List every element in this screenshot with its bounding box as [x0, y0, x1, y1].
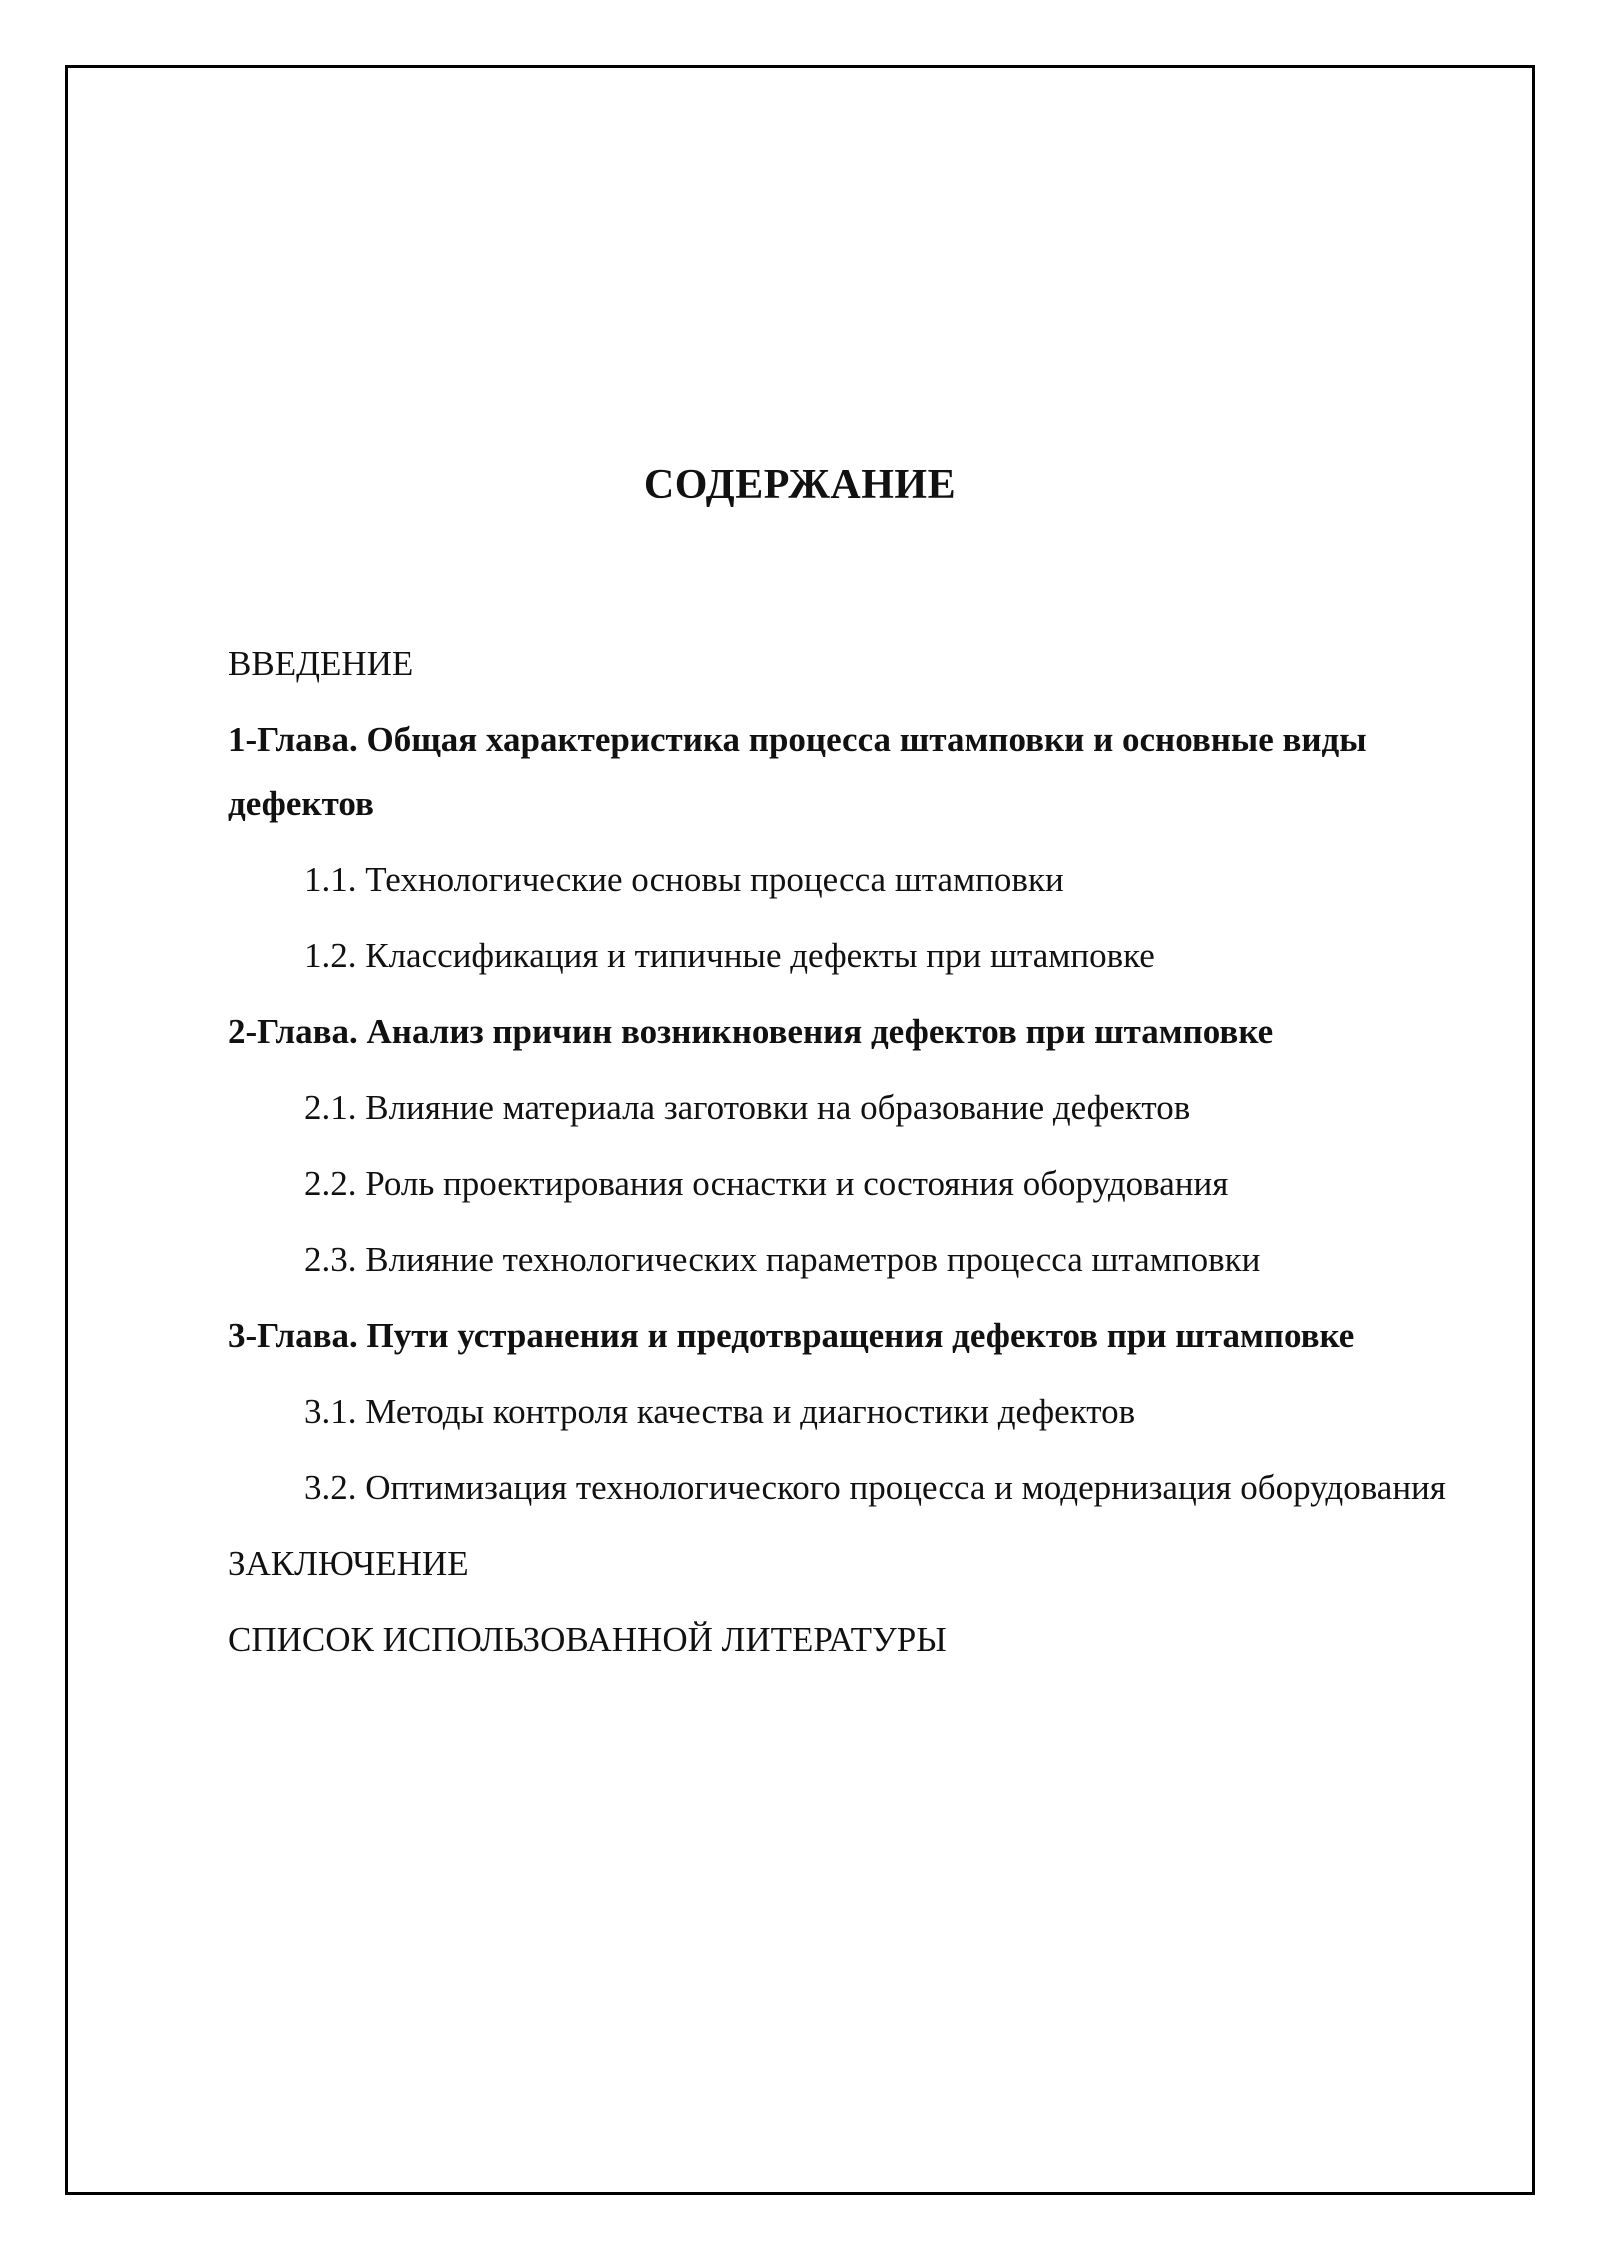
toc-item-chapter-3: 3-Глава. Пути устранения и предотвращения дефектов при штамповке — [228, 1316, 1355, 1355]
toc-item-section-3-1: 3.1. Методы контроля качества и диагностики дефектов — [304, 1392, 1136, 1431]
toc-item-chapter-2: 2-Глава. Анализ причин возникновения дефектов при штамповке — [228, 1012, 1274, 1051]
toc-item-chapter-1: 1-Глава. Общая характеристика процесса штамповки и основные виды дефектов — [228, 720, 1367, 823]
toc-item-introduction: ВВЕДЕНИЕ — [228, 644, 414, 683]
toc-item-references: СПИСОК ИСПОЛЬЗОВАННОЙ ЛИТЕРАТУРЫ — [228, 1620, 947, 1659]
toc-item-section-1-1: 1.1. Технологические основы процесса штамповки — [304, 860, 1064, 899]
table-of-contents — [228, 632, 1483, 1684]
page-title: СОДЕРЖАНИЕ — [643, 462, 957, 508]
toc-item-conclusion: ЗАКЛЮЧЕНИЕ — [228, 1544, 469, 1583]
toc-item-section-2-2: 2.2. Роль проектирования оснастки и состояния оборудования — [304, 1164, 1229, 1203]
toc-item-section-2-3: 2.3. Влияние технологических параметров процесса штамповки — [304, 1240, 1261, 1279]
toc-item-section-1-2: 1.2. Классификация и типичные дефекты при штамповке — [304, 936, 1155, 975]
toc-item-section-2-1: 2.1. Влияние материала заготовки на образование дефектов — [304, 1088, 1191, 1127]
toc-item-section-3-2: 3.2. Оптимизация технологического процесса и модернизация оборудования — [304, 1468, 1446, 1507]
